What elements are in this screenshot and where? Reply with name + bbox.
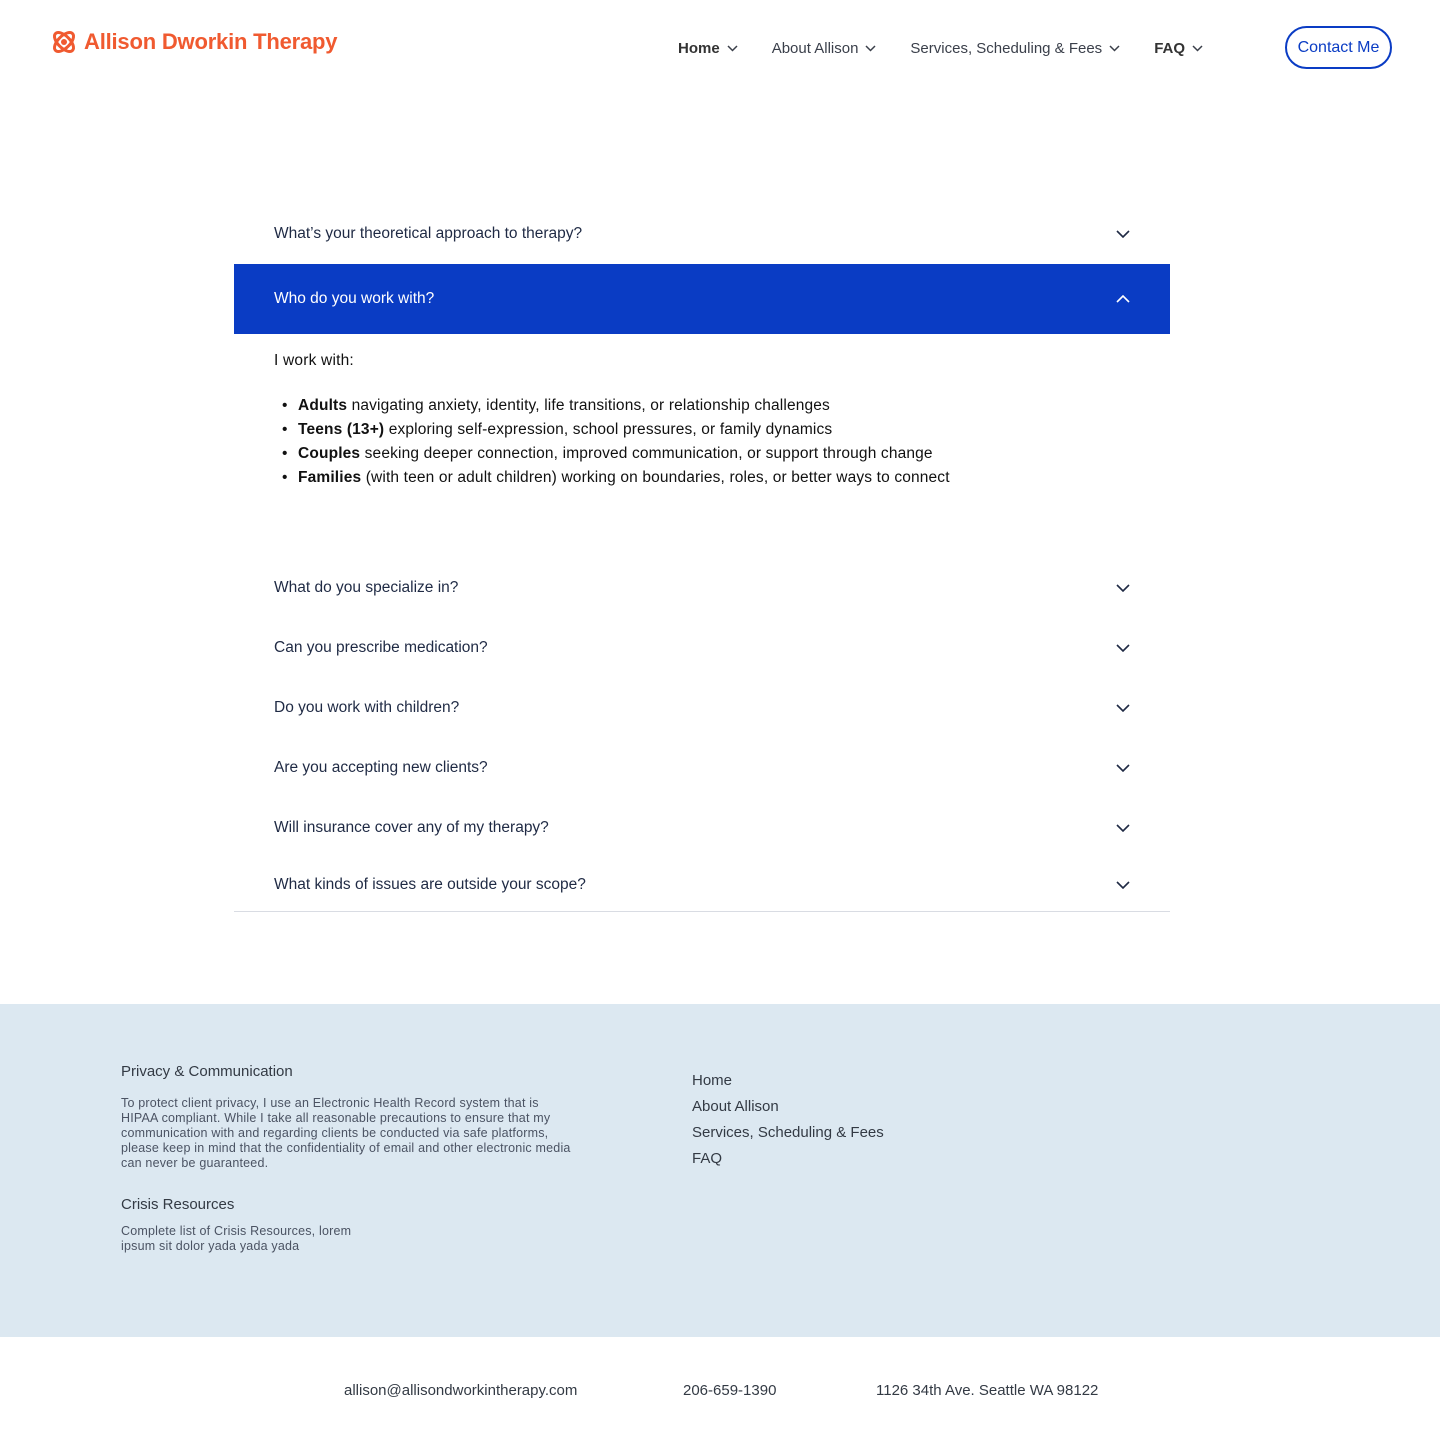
site-header: [0, 0, 1440, 96]
chevron-down-icon: [1116, 230, 1130, 238]
list-item-text: (with teen or adult children) working on boundaries, roles, or better ways to connect: [361, 469, 950, 486]
nav-item-about[interactable]: [772, 36, 877, 60]
brand-logo[interactable]: [50, 27, 337, 57]
chevron-down-icon: [727, 45, 738, 52]
list-item: [274, 466, 1130, 490]
list-item-bold: Couples: [298, 445, 361, 462]
faq-question-text: Are you accepting new clients?: [274, 759, 488, 776]
list-item-bold: Teens (13+): [298, 421, 385, 438]
contact-email[interactable]: allison@allisondworkintherapy.com: [344, 1382, 578, 1399]
faq-question-approach[interactable]: [234, 204, 1170, 264]
footer-link-home[interactable]: Home: [692, 1072, 733, 1089]
faq-question-text: Do you work with children?: [274, 699, 460, 716]
faq-question-new-clients[interactable]: [234, 738, 1170, 798]
contact-bar: [0, 1337, 1440, 1441]
faq-question-medication[interactable]: [234, 618, 1170, 678]
brand-name: Allison Dworkin Therapy: [84, 29, 338, 54]
privacy-title: Privacy & Communication: [121, 1063, 293, 1080]
faq-question-specialize[interactable]: [234, 558, 1170, 618]
list-item-bold: Families: [298, 469, 362, 486]
faq-question-text: What kinds of issues are outside your scope?: [274, 875, 586, 893]
faq-question-children[interactable]: [234, 678, 1170, 738]
chevron-down-icon: [1116, 764, 1130, 772]
faq-accordion: [234, 204, 1170, 912]
nav-item-services[interactable]: [910, 36, 1120, 60]
chevron-down-icon: [1116, 881, 1130, 889]
nav-label: FAQ: [1154, 39, 1186, 57]
nav-label: Home: [678, 39, 720, 57]
site-footer: [0, 1004, 1440, 1337]
main-nav: [678, 36, 1237, 60]
faq-answer-who: [234, 334, 1170, 558]
nav-item-faq[interactable]: [1154, 36, 1203, 60]
list-item: [274, 418, 1130, 442]
chevron-down-icon: [1116, 704, 1130, 712]
faq-question-text: What’s your theoretical approach to therapy?: [274, 225, 583, 242]
contact-phone[interactable]: 206-659-1390: [683, 1382, 777, 1399]
chevron-up-icon: [1116, 295, 1130, 303]
faq-question-text: What do you specialize in?: [274, 579, 459, 596]
chevron-down-icon: [1192, 45, 1203, 52]
list-item-text: exploring self-expression, school pressures, or family dynamics: [384, 421, 833, 438]
footer-link-about[interactable]: About Allison: [692, 1098, 779, 1115]
faq-question-scope[interactable]: [234, 858, 1170, 912]
contact-address: 1126 34th Ave. Seattle WA 98122: [876, 1382, 1099, 1399]
chevron-down-icon: [1109, 45, 1120, 52]
contact-me-button[interactable]: Contact Me: [1285, 26, 1392, 69]
faq-question-text: Will insurance cover any of my therapy?: [274, 819, 549, 836]
nav-label: About Allison: [771, 39, 859, 57]
footer-nav: [692, 1068, 884, 1172]
crisis-title: Crisis Resources: [121, 1196, 235, 1213]
faq-question-text: Can you prescribe medication?: [274, 639, 488, 656]
list-item-text: seeking deeper connection, improved communication, or support through change: [360, 445, 933, 462]
chevron-down-icon: [1116, 584, 1130, 592]
faq-question-insurance[interactable]: [234, 798, 1170, 858]
list-item: [274, 442, 1130, 466]
list-item-text: navigating anxiety, identity, life transitions, or relationship challenges: [347, 397, 830, 414]
list-item-bold: Adults: [298, 397, 348, 414]
crisis-text: Complete list of Crisis Resources, lorem ipsum sit dolor yada yada yada: [121, 1224, 352, 1253]
faq-question-text: Who do you work with?: [274, 290, 435, 307]
atom-logo-icon: [50, 27, 78, 57]
answer-list: [274, 394, 1130, 490]
list-item: [274, 394, 1130, 418]
answer-intro: I work with:: [274, 352, 354, 369]
chevron-down-icon: [1116, 824, 1130, 832]
privacy-text: To protect client privacy, I use an Electronic Health Record system that is HIPAA compliant. While I take all reasonable precautions to ensure that my communication with and regarding clients be conducted via safe platforms, please keep in mind that the confidentiality of email and other electronic media can never be guaranteed.: [121, 1096, 571, 1170]
faq-question-who[interactable]: [234, 264, 1170, 334]
nav-item-home[interactable]: [678, 36, 738, 60]
nav-label: Services, Scheduling & Fees: [910, 39, 1103, 57]
footer-link-services[interactable]: Services, Scheduling & Fees: [692, 1124, 884, 1141]
footer-link-faq[interactable]: FAQ: [692, 1150, 723, 1167]
chevron-down-icon: [1116, 644, 1130, 652]
chevron-down-icon: [865, 45, 876, 52]
